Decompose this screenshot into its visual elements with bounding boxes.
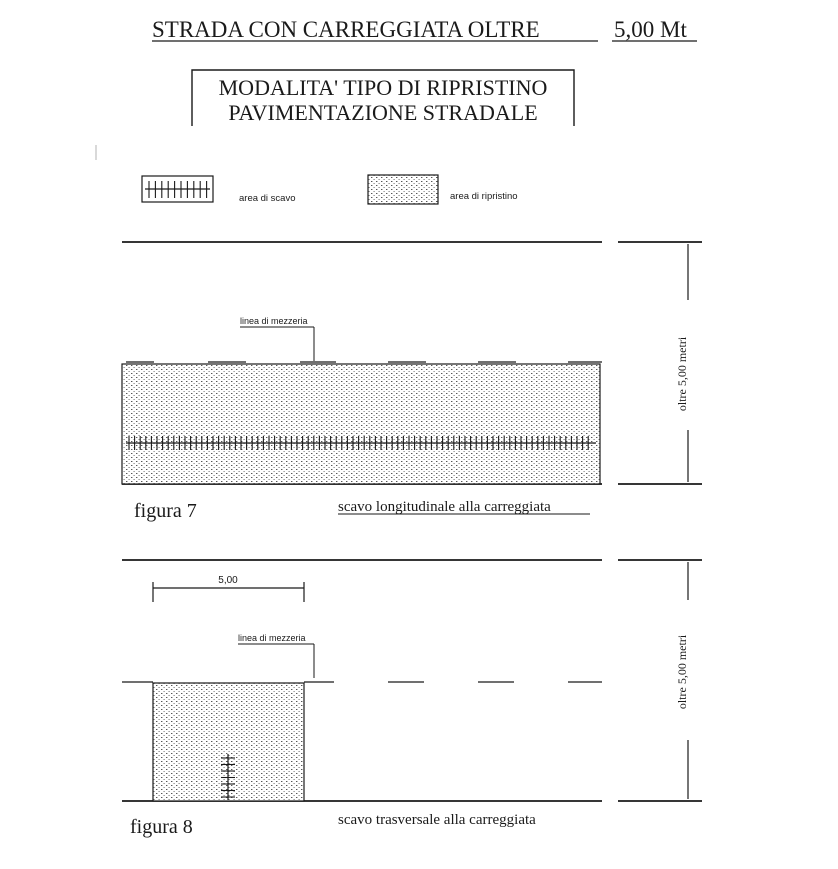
fig7-caption: scavo longitudinale alla carreggiata [338, 499, 551, 515]
fig7-width-label: oltre 5,00 metri [675, 336, 689, 412]
legend-excavation-label: area di scavo [239, 193, 296, 204]
fig8-label: figura 8 [130, 816, 193, 838]
legend-restoration-swatch [368, 175, 438, 204]
fig8-width-label: oltre 5,00 metri [675, 634, 689, 710]
title-value: 5,00 Mt [614, 17, 687, 42]
legend-excavation [142, 176, 296, 204]
legend-restoration-label: area di ripristino [450, 191, 518, 202]
fig8-centerline-label: linea di mezzeria [238, 633, 306, 643]
fig7-label: figura 7 [134, 500, 197, 522]
figure-7 [122, 242, 702, 522]
figure-8 [122, 560, 702, 838]
fig7-restoration-area [122, 364, 600, 484]
page-title: STRADA CON CARREGGIATA OLTRE [152, 17, 540, 42]
fig8-dim-5-label: 5,00 [218, 575, 238, 586]
legend-restoration [368, 175, 518, 204]
header-box-line2: PAVIMENTAZIONE STRADALE [228, 100, 538, 125]
header-box-line1: MODALITA' TIPO DI RIPRISTINO [218, 75, 548, 100]
fig7-centerline-label: linea di mezzeria [240, 316, 308, 326]
fig8-caption: scavo trasversale alla carreggiata [338, 812, 536, 828]
